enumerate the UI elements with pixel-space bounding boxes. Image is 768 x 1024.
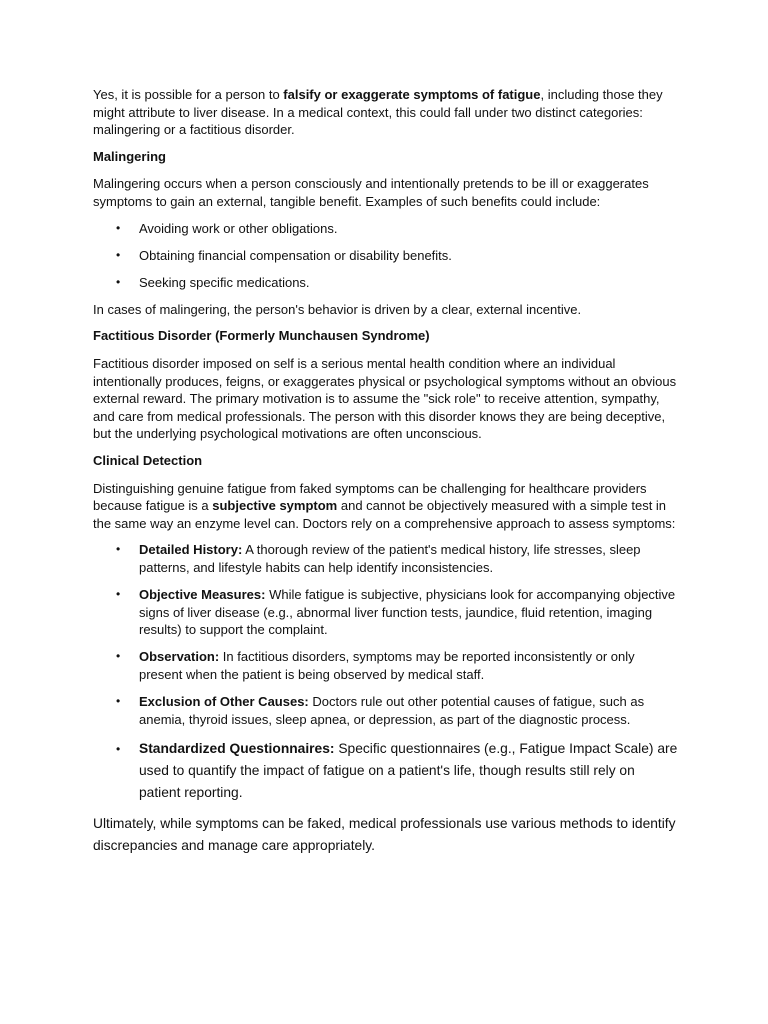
list-item-text: Seeking specific medications.: [139, 274, 310, 290]
clinical-paragraph: [93, 480, 678, 533]
list-item: [93, 693, 678, 728]
list-item: [93, 220, 678, 238]
list-item: [93, 541, 678, 576]
clinical-text-start: Distinguishing genuine fatigue from faked symptoms can be challenging for healthcare providers because fatigue is a: [93, 480, 647, 514]
malingering-heading: Malingering: [93, 148, 166, 164]
bullet-icon: •: [116, 587, 121, 602]
list-item-text: Doctors rule out other potential causes of fatigue, such as anemia, thyroid issues, sleep apnea, or depression, as part of the diagnostic process.: [139, 694, 645, 727]
list-item-text: While fatigue is subjective, physicians look for accompanying objective signs of liver disease (e.g., abnormal liver function tests, jaundice, fluid retention, imaging results) to support the complaint.: [139, 587, 676, 638]
intro-text-start: Yes, it is possible for a person to: [93, 87, 284, 102]
list-item-label: Detailed History:: [139, 542, 243, 558]
bullet-icon: •: [116, 649, 121, 664]
list-item-text: Obtaining financial compensation or disability benefits.: [139, 247, 452, 263]
bullet-icon: •: [116, 741, 121, 756]
malingering-list: [93, 220, 678, 292]
malingering-paragraph: Malingering occurs when a person consciously and intentionally pretends to be ill or exaggerates symptoms to gain an external, tangible benefit. Examples of such benefits could include:: [93, 176, 649, 209]
list-item-label: Observation:: [139, 649, 220, 665]
list-item: [93, 738, 678, 804]
list-item-label: Standardized Questionnaires:: [139, 740, 335, 756]
factitious-paragraph: Factitious disorder imposed on self is a serious mental health condition where an individual intentionally produces, feigns, or exaggerates physical or psychological symptoms without an obvious external reward. The primary motivation is to assume the "sick role" to receive attention, sympathy, and care from medical professionals. The person with this disorder knows they are being deceptive, but the underlying psychological motivations are often unconscious.: [93, 356, 677, 442]
clinical-list: [93, 541, 678, 803]
malingering-closing: In cases of malingering, the person's behavior is driven by a clear, external incentive.: [93, 301, 582, 317]
bullet-icon: •: [116, 220, 121, 235]
list-item-text: A thorough review of the patient's medical history, life stresses, sleep patterns, and lifestyle habits can help identify inconsistencies.: [139, 542, 641, 575]
list-item: [93, 586, 678, 639]
bullet-icon: •: [116, 542, 121, 557]
list-item: [93, 648, 678, 683]
conclusion-paragraph: Ultimately, while symptoms can be faked, medical professionals use various methods to identify discrepancies and manage care appropriately.: [93, 816, 676, 854]
document-page: [93, 86, 678, 857]
factitious-heading: Factitious Disorder (Formerly Munchausen Syndrome): [93, 328, 430, 344]
intro-text-end: , including those they might attribute to liver disease. In a medical context, this could fall under two distinct categories: malingering or a factitious disorder.: [93, 87, 663, 138]
list-item: [93, 274, 678, 292]
clinical-heading: Clinical Detection: [93, 453, 203, 468]
clinical-text-end: and cannot be objectively measured with a simple test in the same way an enzyme level can. Doctors rely on a comprehensive approach to assess symptoms:: [93, 498, 676, 531]
list-item-label: Objective Measures:: [139, 587, 266, 603]
list-item-text: In factitious disorders, symptoms may be reported inconsistently or only present when the patient is being observed by medical staff.: [139, 649, 635, 682]
list-item-text: Specific questionnaires (e.g., Fatigue Impact Scale) are used to quantify the impact of fatigue on a patient's life, though results still rely on patient reporting.: [139, 740, 678, 800]
bullet-icon: •: [116, 247, 121, 262]
clinical-emphasis: subjective symptom: [212, 498, 338, 514]
list-item: [93, 247, 678, 265]
bullet-icon: •: [116, 274, 121, 289]
intro-paragraph: [93, 86, 678, 139]
bullet-icon: •: [116, 694, 121, 709]
intro-emphasis: falsify or exaggerate symptoms of fatigue: [283, 87, 541, 102]
list-item-text: Avoiding work or other obligations.: [139, 220, 338, 236]
list-item-label: Exclusion of Other Causes:: [139, 694, 309, 710]
